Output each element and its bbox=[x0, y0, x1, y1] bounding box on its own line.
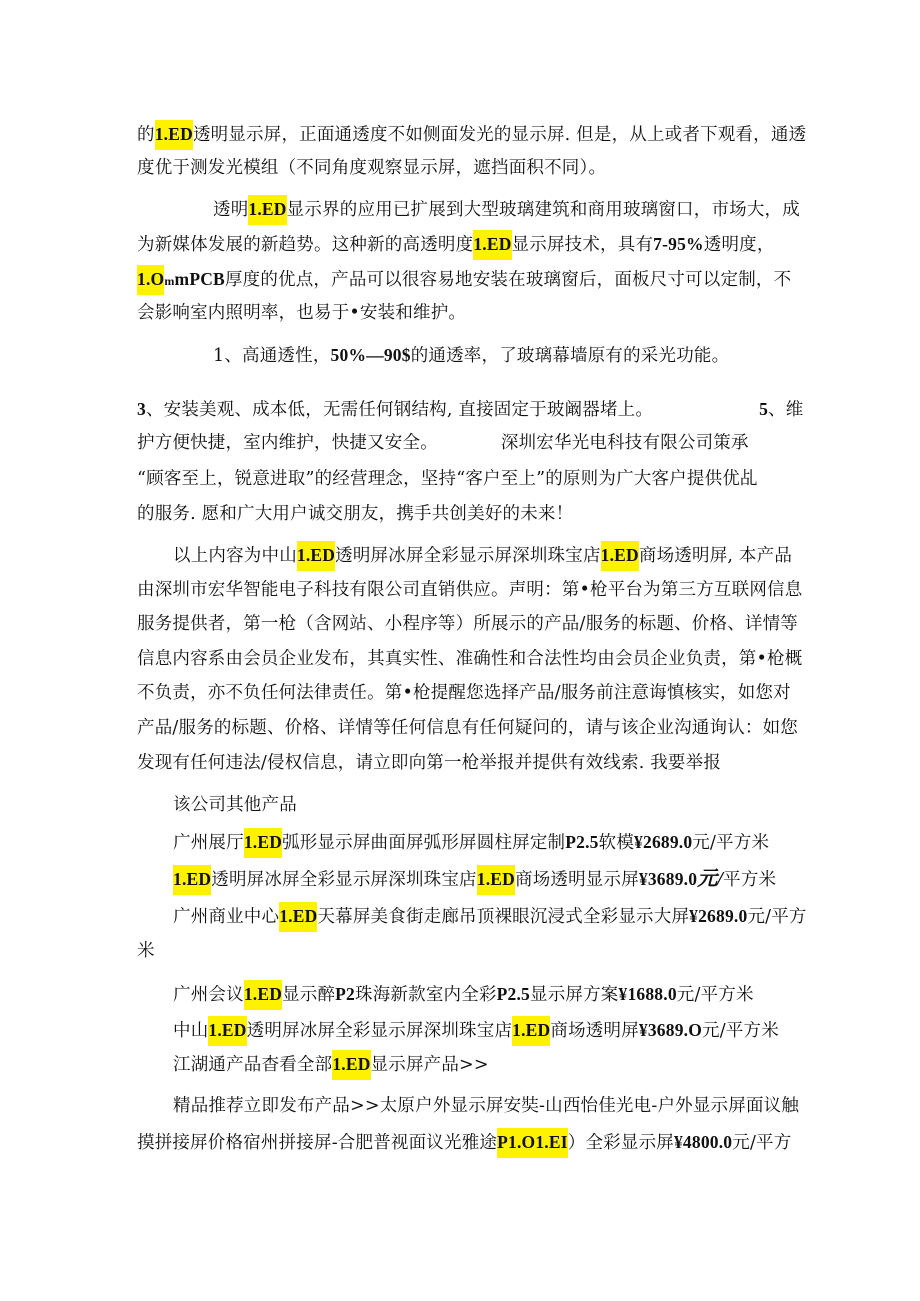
highlighted-term: 1.ED bbox=[473, 230, 511, 260]
highlighted-term: 1.ED bbox=[173, 865, 211, 895]
highlighted-term: 1.ED bbox=[244, 980, 282, 1010]
paragraph-line: 摸拼接屏价格宿州拼接屏-合肥普视面议光雅途P1.O1.EI）全彩显示屏¥4800.0元/平方 bbox=[137, 1127, 791, 1158]
highlighted-term: P1.O bbox=[497, 1128, 535, 1158]
highlighted-term: 1.ED bbox=[244, 828, 282, 858]
highlighted-term: 1.ED bbox=[477, 865, 515, 895]
paragraph-line: 度优于测发光模组（不同角度观察显示屏，遮挡面积不同）。 bbox=[137, 158, 607, 178]
highlighted-term: 1.ED bbox=[332, 1050, 370, 1080]
product-item[interactable]: 中山1.ED透明屏冰屏全彩显示屏深圳珠宝店1.ED商场透明屏¥3689.O元/平方米 bbox=[173, 1015, 779, 1046]
paragraph-line: 以上内容为中山1.ED透明屏冰屏全彩显示屏深圳珠宝店1.ED商场透明屏, 本产品 bbox=[173, 540, 792, 571]
paragraph-line: 为新媒体发展的新趋势。这种新的高透明度1.ED显示屏技术，具有7-95%透明度， bbox=[137, 229, 775, 260]
paragraph-line: 护方便快捷，室内维护，快捷又安全。 深圳宏华光电科技有限公司策承 bbox=[137, 433, 749, 453]
paragraph-line: 由深圳市宏华智能电子科技有限公司直销供应。声明：第•枪平台为第三方互联网信息 bbox=[137, 580, 803, 600]
highlighted-term: 1.ED bbox=[248, 195, 286, 225]
highlighted-term: 1.O bbox=[137, 265, 164, 295]
paragraph-line: 产品/服务的标题、价格、详情等任何信息有任何疑问的，请与该企业沟通询认：如您 bbox=[137, 718, 798, 738]
highlighted-term: 1.ED bbox=[208, 1016, 246, 1046]
highlighted-term: 1.EI bbox=[535, 1128, 567, 1158]
highlighted-term: 1.ED bbox=[155, 120, 193, 150]
paragraph-line: 精品推荐立即发布产品>>太原户外显示屏安奘-山西怡佳光电-户外显示屏面议触 bbox=[173, 1096, 800, 1116]
paragraph-line: 的1.ED透明显示屏，正面通透度不如侧面发光的显示屏. 但是，从上或者下观看，通透 bbox=[137, 119, 806, 150]
paragraph-line: 1.OmmPCB厚度的优点，产品可以很容易地安装在玻璃窗后，面板尺寸可以定制，不 bbox=[137, 264, 791, 296]
paragraph-line: 米 bbox=[137, 941, 155, 961]
view-all-link[interactable]: 江湖通产品杳看全部1.ED显示屏产品>> bbox=[173, 1049, 489, 1080]
paragraph-line: 3、安装美观、成本低，无需任何钢结构, 直接固定于玻阚器堵上。 5、维 bbox=[137, 399, 804, 420]
paragraph-line: 1、高通透性，50%—90$的通透率，了玻璃幕墙原有的采光功能。 bbox=[213, 345, 730, 366]
highlighted-term: 1.ED bbox=[279, 902, 317, 932]
highlighted-term: 1.ED bbox=[512, 1016, 550, 1046]
paragraph-line: “顾客至上，锐意进取”的经营理念，坚持“客户至上”的原则为广大客户提供优乩 bbox=[137, 469, 758, 489]
product-item[interactable]: 广州展厅1.ED弧形显示屏曲面屏弧形屏圆柱屏定制P2.5软模¥2689.0元/平方米 bbox=[173, 827, 769, 858]
paragraph-line: 透明1.ED显示界的应用已扩展到大型玻璃建筑和商用玻璃窗口，市场大，成 bbox=[213, 194, 800, 225]
paragraph-line: 会影响室内照明率，也易于•安装和维护。 bbox=[137, 303, 467, 323]
paragraph-line: 服务提供者，第一枪（含网站、小程序等）所展示的产品/服务的标题、价格、详情等 bbox=[137, 614, 798, 634]
highlighted-term: 1.ED bbox=[601, 541, 639, 571]
paragraph-line: 不负责，亦不负任何法律责任。第•枪提醒您选择产品/服务前注意诲慎核实，如您对 bbox=[137, 683, 791, 703]
paragraph-line: 发现有任何违法/侵权信息，请立即向第一枪举报并提供有效线索. 我要举报 bbox=[137, 753, 722, 773]
paragraph-line: 的服务. 愿和广大用户诚交朋友，携手共创美好的未来！ bbox=[137, 504, 574, 524]
product-item[interactable]: 广州会议1.ED显示醉P2珠海新款室内全彩P2.5显示屏方案¥1688.0元/平方米 bbox=[173, 979, 754, 1010]
product-item[interactable]: 1.ED透明屏冰屏全彩显示屏深圳珠宝店1.ED商场透明显示屏¥3689.0元/平方米 bbox=[173, 864, 776, 895]
section-heading: 该公司其他产品 bbox=[173, 795, 297, 815]
product-item[interactable]: 广州商业中心1.ED天幕屏美食街走廊吊顶裸眼沉浸式全彩显示大屏¥2689.0元/平方 bbox=[173, 901, 807, 932]
highlighted-term: 1.ED bbox=[297, 541, 335, 571]
paragraph-line: 信息内容系由会员企业发布，其真实性、准确性和合法性均由会员企业负责，第•枪概 bbox=[137, 649, 803, 669]
